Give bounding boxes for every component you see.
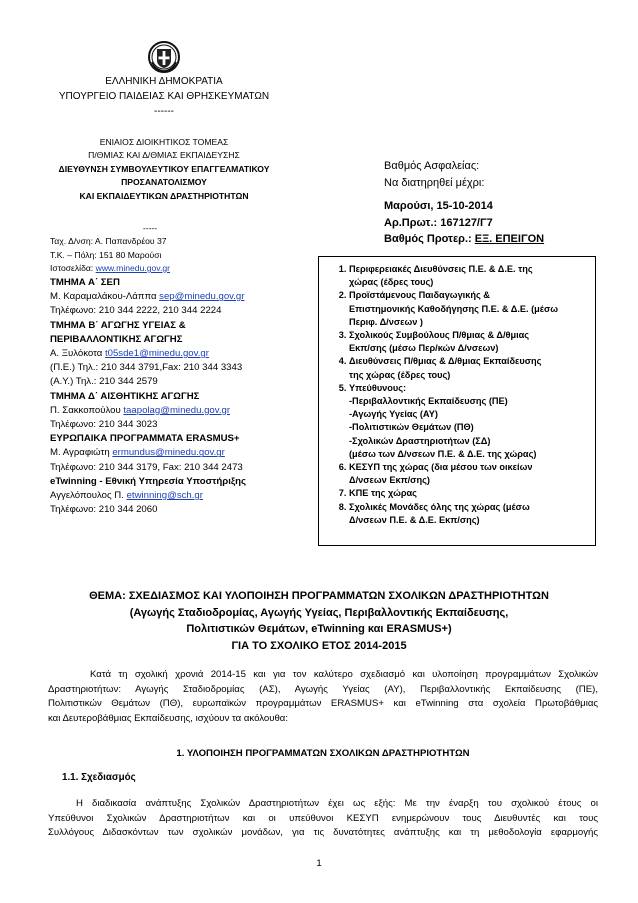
paragraph-line: Κατά τη σχολική χρονιά 2014-15 και για τον καλύτερο σχεδιασμό και υλοποίηση προγραμμάτων Σχολικών (90, 669, 598, 680)
recipient-item (349, 355, 587, 381)
recipient-line: 6. ΚΕΣΥΠ της χώρας (δια μέσου των οικείων (349, 462, 533, 473)
design-paragraph (48, 797, 598, 841)
recipient-line: Δ/νσεων Π.Ε. & Δ.Ε. Εκπ/σης) (349, 514, 480, 525)
keep-until: Να διατηρηθεί μέχρι: (384, 177, 485, 189)
dept-a-title: ΤΜΗΜΑ Α΄ ΣΕΠ (50, 277, 120, 288)
etwinning-title: eTwinning - Εθνική Υπηρεσία Υποστήριξης (50, 475, 247, 487)
recipient-line: 7. ΚΠΕ της χώρας (349, 488, 417, 499)
dept-b-contact: Α. Ξυλόκοτα t05sde1@minedu.gov.gr (50, 348, 209, 360)
etwinning-contact: Αγγελόπουλος Π. etwinning@sch.gr (50, 490, 203, 502)
recipient-line: 4. Διευθύνσεις Π/θμιας & Δ/θμιας Εκπαίδευσης (349, 356, 542, 367)
recipient-item (349, 382, 587, 461)
recipient-line: 5. Υπεύθυνους: (349, 382, 407, 393)
subject-line: ΓΙΑ ΤΟ ΣΧΟΛΙΚΟ ΕΤΟΣ 2014-2015 (231, 639, 407, 652)
section-heading: 1. ΥΛΟΠΟΙΗΣΗ ΠΡΟΓΡΑΜΜΑΤΩΝ ΣΧΟΛΙΚΩΝ ΔΡΑΣΤΗΡΙΟΤΗΤΩΝ (176, 748, 470, 759)
sector-line: Π/ΘΜΙΑΣ ΚΑΙ Δ/ΘΜΙΑΣ ΕΚΠΑΙΔΕΥΣΗΣ (88, 150, 240, 161)
dept-a-contact: Μ. Καραμαλάκου-Λάππα sep@minedu.gov.gr (50, 291, 245, 303)
paragraph-line: Η διαδικασία ανάπτυξης Σχολικών Δραστηριοτήτων έχει ως εξής: Με την έναρξη του σχολικού έτους οι (76, 798, 598, 809)
recipients-list (331, 263, 587, 527)
address-separator: ----- (142, 223, 158, 233)
recipient-line: -Αγωγής Υγείας (ΑΥ) (349, 409, 438, 420)
dept-d-phone: Τηλέφωνο: 210 344 3023 (50, 419, 158, 431)
protocol-number: Αρ.Πρωτ.: 167127/Γ7 (384, 216, 493, 229)
subject-block (40, 588, 598, 654)
recipient-line: Δ/νσεων Εκπ/σης) (349, 475, 430, 486)
priority-value: ΕΞ. ΕΠΕΙΓΟΝ (474, 233, 545, 245)
subject-line: Πολιτιστικών Θεμάτων, eTwinning και ERASMUS+) (186, 623, 452, 635)
republic-title: ΕΛΛΗΝΙΚΗ ΔΗΜΟΚΡΑΤΙΑ (105, 76, 223, 87)
sector-line: ΕΝΙΑΙΟΣ ΔΙΟΙΚΗΤΙΚΟΣ ΤΟΜΕΑΣ (99, 137, 229, 147)
paragraph-line: Συλλόγους Διδασκόντων των σχολικών μονάδων, για τις δυνατότητες ανάπτυξης και τη μεθοδολογία εφαρμογής (48, 827, 598, 839)
recipient-item (349, 487, 587, 500)
recipient-line: 8. Σχολικές Μονάδες όλης της χώρας (μέσω (349, 501, 530, 512)
recipient-line: Εκπ/σης (μέσω Περ/κών Δ/νσεων) (349, 343, 499, 354)
recipient-line: 1. Περιφερειακές Διευθύνσεις Π.Ε. & Δ.Ε. της (349, 264, 533, 274)
paragraph-line: Δραστηριοτήτων: Αγωγής Σταδιοδρομίας (ΑΣ), Αγωγής Υγείας (ΑΥ), Περιβαλλοντικής Εκπαίδευσης (ΠΕ), (48, 683, 598, 695)
paragraph-line: Πολιτιστικών Θεμάτων (ΠΘ), ευρωπαϊκών προγραμμάτων ERASMUS+ και eTwinning στα σχολεία Πρωτοβάθμιας (48, 698, 598, 710)
recipient-item (349, 461, 587, 487)
recipient-line: 3. Σχολικούς Συμβούλους Π/θμιας & Δ/θμιας (349, 330, 530, 341)
recipient-line: (μέσω των Δ/νσεων Π.Ε. & Δ.Ε. της χώρας) (349, 448, 537, 459)
dept-d-title: ΤΜΗΜΑ Δ΄ ΑΙΣΘΗΤΙΚΗΣ ΑΓΩΓΗΣ (50, 390, 200, 402)
recipient-item (349, 263, 587, 289)
directorate-line: ΔΙΕΥΘΥΝΣΗ ΣΥΜΒΟΥΛΕΥΤΙΚΟΥ ΕΠΑΓΓΕΛΜΑΤΙΚΟΥ (58, 163, 270, 174)
etwinning-email-link[interactable]: etwinning@sch.gr (126, 490, 203, 502)
subsection-heading: 1.1. Σχεδιασμός (62, 772, 136, 783)
recipient-line: χώρας (έδρες τους) (349, 277, 434, 288)
security-degree: Βαθμός Ασφαλείας: (384, 160, 480, 172)
directorate-line: ΚΑΙ ΕΚΠΑΙΔΕΥΤΙΚΩΝ ΔΡΑΣΤΗΡΙΟΤΗΤΩΝ (79, 190, 249, 201)
website-link[interactable]: www.minedu.gov.gr (95, 263, 170, 273)
recipient-item (349, 289, 587, 329)
department-block (48, 136, 280, 203)
erasmus-contact: Μ. Αγραφιώτη ermundus@minedu.gov.gr (50, 447, 225, 459)
erasmus-phone: Τηλέφωνο: 210 344 3179, Fax: 210 344 2473 (50, 461, 243, 473)
dept-a-email-link[interactable]: sep@minedu.gov.gr (159, 291, 245, 303)
dept-d-contact: Π. Σακκοπούλου taapolag@minedu.gov.gr (50, 404, 231, 416)
dept-b-phone: (Α.Υ.) Τηλ.: 210 344 2579 (50, 376, 158, 388)
directorate-line: ΠΡΟΣΑΝΑΤΟΛΙΣΜΟΥ (121, 177, 207, 188)
contacts-block (50, 276, 320, 517)
priority-line: Βαθμός Προτερ.: ΕΞ. ΕΠΕΙΓΟΝ (384, 233, 545, 245)
recipient-line: της χώρας (έδρες τους) (349, 369, 451, 380)
header-separator: ------ (154, 106, 174, 117)
erasmus-email-link[interactable]: ermundus@minedu.gov.gr (112, 447, 225, 459)
intro-paragraph (48, 668, 598, 726)
subject-line: (Αγωγής Σταδιοδρομίας, Αγωγής Υγείας, Περιβαλλοντικής Εκπαίδευσης, (129, 606, 509, 619)
address-block (50, 222, 280, 276)
document-date: Μαρούσι, 15-10-2014 (384, 200, 493, 212)
recipient-item (349, 501, 587, 527)
recipient-line: Περιφ. Δ/νσεων ) (349, 316, 423, 327)
recipient-line: -Περιβαλλοντικής Εκπαίδευσης (ΠΕ) (349, 396, 508, 407)
ministry-title: ΥΠΟΥΡΓΕΙΟ ΠΑΙΔΕΙΑΣ ΚΑΙ ΘΡΗΣΚΕΥΜΑΤΩΝ (58, 91, 270, 102)
recipient-line: Επιστημονικής Καθοδήγησης Π.Ε. & Δ.Ε. (μέσω (349, 303, 558, 314)
dept-b-title: ΠΕΡΙΒΑΛΛΟΝΤΙΚΗΣ ΑΓΩΓΗΣ (50, 333, 183, 345)
ministry-header (50, 74, 278, 119)
website-line: Ιστοσελίδα: www.minedu.gov.gr (50, 263, 170, 273)
etwinning-phone: Τηλέφωνο: 210 344 2060 (50, 504, 158, 516)
postal-address: Τ.Κ. – Πόλη: 151 80 Μαρούσι (50, 249, 162, 260)
paragraph-line: και Δευτεροβάθμιας Εκπαίδευσης, ισχύουν τα ακόλουθα: (48, 712, 289, 724)
recipient-line: -Σχολικών Δραστηριοτήτων (ΣΔ) (349, 435, 491, 446)
dept-b-phone: (Π.Ε.) Τηλ.: 210 344 3791,Fax: 210 344 3343 (50, 362, 243, 374)
dept-a-phone: Τηλέφωνο: 210 344 2222, 210 344 2224 (50, 305, 222, 317)
erasmus-title: ΕΥΡΩΠΑΙΚΑ ΠΡΟΓΡΑΜΜΑΤΑ ERASMUS+ (50, 433, 240, 445)
subject-line: ΘΕΜΑ: ΣΧΕΔΙΑΣΜΟΣ ΚΑΙ ΥΛΟΠΟΙΗΣΗ ΠΡΟΓΡΑΜΜΑΤΩΝ ΣΧΟΛΙΚΩΝ ΔΡΑΣΤΗΡΙΟΤΗΤΩΝ (89, 590, 549, 602)
recipient-line: -Πολιτιστικών Θεμάτων (ΠΘ) (349, 422, 474, 433)
security-block (384, 158, 614, 192)
coat-of-arms-emblem (147, 40, 181, 74)
recipients-box (318, 256, 596, 546)
paragraph-line: Υπεύθυνοι Σχολικών Δραστηριοτήτων και οι υπεύθυνοι ΚΕΣΥΠ ενημερώνουν τους Διευθυντές και τους (48, 812, 598, 824)
recipient-line: 2. Προϊστάμενους Παιδαγωγικής & (349, 290, 490, 301)
dept-d-email-link[interactable]: taapolag@minedu.gov.gr (123, 404, 231, 416)
recipient-item (349, 329, 587, 355)
street-address: Ταχ. Δ/νση: Α. Παπανδρέου 37 (50, 236, 167, 246)
date-protocol-block (384, 198, 614, 248)
dept-b-title: ΤΜΗΜΑ Β΄ ΑΓΩΓΗΣ ΥΓΕΙΑΣ & (50, 319, 186, 331)
page-number: 1 (316, 858, 322, 869)
dept-b-email-link[interactable]: t05sde1@minedu.gov.gr (104, 348, 209, 360)
